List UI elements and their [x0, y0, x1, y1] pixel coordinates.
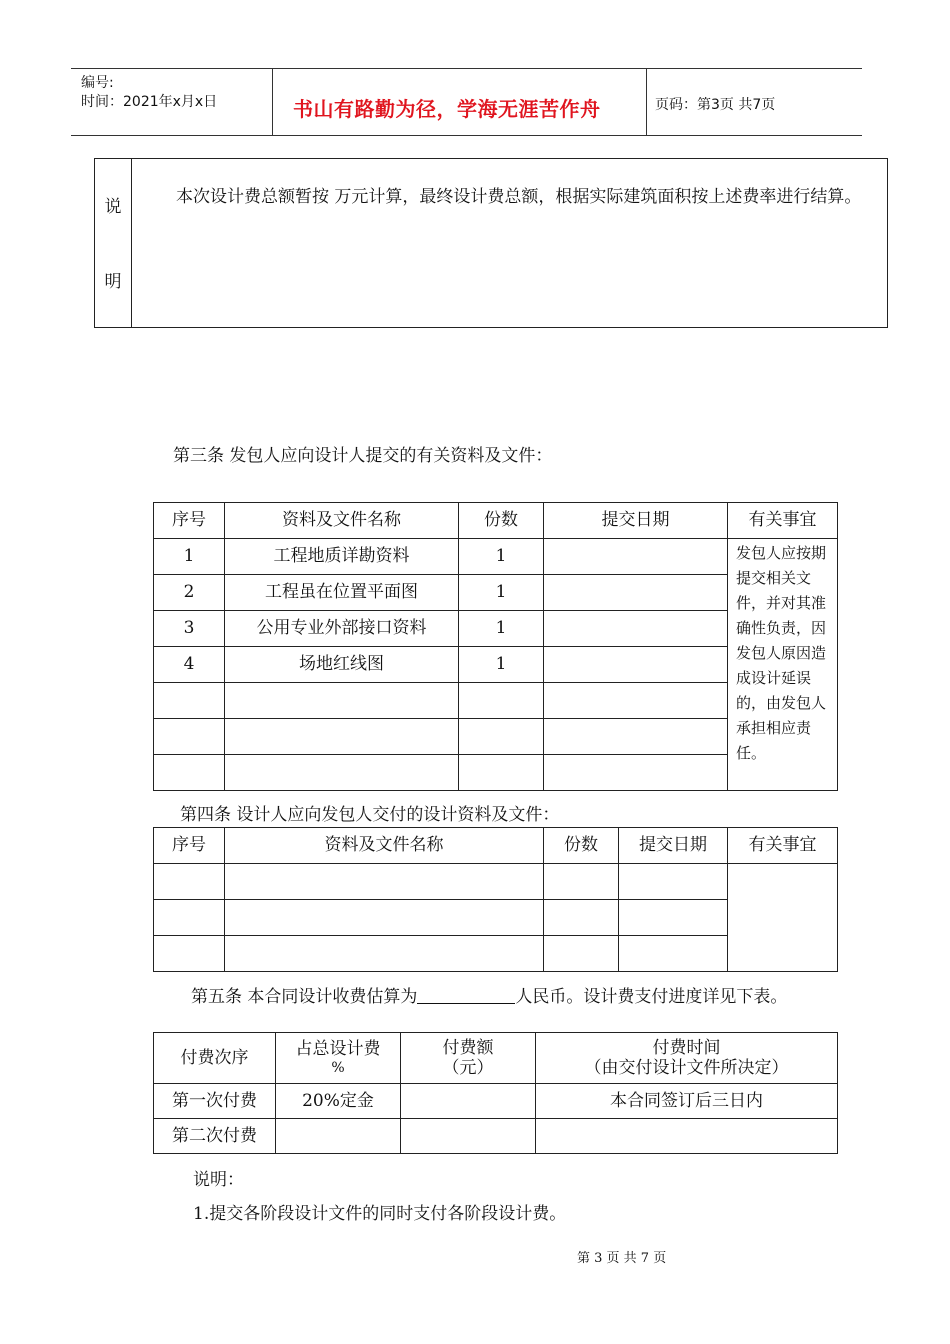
article5-row1-percent: 20%定金 — [276, 1084, 401, 1119]
article5-row2-amount — [401, 1119, 536, 1154]
article3-row6-no — [154, 719, 225, 755]
article4-row1-date — [619, 864, 728, 900]
article3-row1-name: 工程地质详勘资料 — [225, 539, 459, 575]
article3-row3-name: 公用专业外部接口资料 — [225, 611, 459, 647]
note-box-label-cell — [95, 159, 132, 328]
article5-header-percent-line1: 占总设计费 — [295, 1039, 381, 1060]
article3-table — [153, 502, 838, 791]
article3-row3-copies: 1 — [459, 611, 544, 647]
article5-text-before: 第五条 本合同设计收费估算为 — [191, 987, 418, 1007]
article5-fee-blank — [417, 985, 515, 1004]
table-row — [154, 539, 838, 575]
article3-title: 第三条 发包人应向设计人提交的有关资料及文件： — [173, 446, 553, 466]
article3-row5-name — [225, 683, 459, 719]
article5-header-percent-line2: % — [331, 1059, 345, 1076]
article3-row6-date — [544, 719, 728, 755]
article3-row7-copies — [459, 755, 544, 791]
article3-row5-no — [154, 683, 225, 719]
article4-header-remark: 有关事宜 — [728, 828, 838, 864]
article3-header-no: 序号 — [154, 503, 225, 539]
note-box-label-2: 明 — [104, 272, 122, 292]
note-box-content — [132, 159, 888, 328]
article5-header-row — [154, 1033, 838, 1084]
article5-row2-order: 第二次付费 — [154, 1119, 276, 1154]
article3-header-remark: 有关事宜 — [728, 503, 838, 539]
article4-row2-name — [225, 900, 544, 936]
article5-header-amount-line2: （元） — [442, 1058, 494, 1078]
article3-row2-name: 工程虽在位置平面图 — [225, 575, 459, 611]
article5-text-after: 人民币。设计费支付进度详见下表。 — [515, 987, 788, 1007]
article3-row1-date — [544, 539, 728, 575]
article3-remark: 发包人应按期提交相关文件，并对其准确性负责，因发包人原因造成设计延误的，由发包人承担相应责任。 — [736, 544, 827, 762]
article3-header-date: 提交日期 — [544, 503, 728, 539]
article4-header-no: 序号 — [154, 828, 225, 864]
note-box — [94, 158, 888, 328]
article3-row2-no: 2 — [154, 575, 225, 611]
header-top-rule — [71, 68, 862, 69]
article4-row3-no — [154, 936, 225, 972]
article3-row2-copies: 1 — [459, 575, 544, 611]
article4-header-date: 提交日期 — [619, 828, 728, 864]
header-motto: 书山有路勤为径，学海无涯苦作舟 — [293, 97, 601, 121]
header-divider-right — [646, 69, 647, 136]
article3-row4-copies: 1 — [459, 647, 544, 683]
article3-header-row — [154, 503, 838, 539]
note-box-text: 本次设计费总额暂按 万元计算，最终设计费总额，根据实际建筑面积按上述费率进行结算。 — [176, 187, 862, 207]
article4-header-row — [154, 828, 838, 864]
article4-row3-copies — [544, 936, 619, 972]
header-page-label: 页码：第3页 共7页 — [655, 97, 776, 113]
article5-row1-time: 本合同签订后三日内 — [536, 1084, 838, 1119]
article3-header-name: 资料及文件名称 — [225, 503, 459, 539]
header-bottom-rule — [71, 135, 862, 136]
table-row — [154, 864, 838, 900]
article4-row2-copies — [544, 900, 619, 936]
article3-row3-date — [544, 611, 728, 647]
article3-row7-date — [544, 755, 728, 791]
article3-row4-no: 4 — [154, 647, 225, 683]
article5-paragraph — [153, 985, 837, 1011]
article4-row1-no — [154, 864, 225, 900]
article5-header-order: 付费次序 — [154, 1033, 276, 1084]
article3-row7-name — [225, 755, 459, 791]
article3-row4-name: 场地红线图 — [225, 647, 459, 683]
article5-header-percent — [276, 1033, 401, 1084]
article4-row3-name — [225, 936, 544, 972]
article5-header-time-line1: 付费时间 — [652, 1037, 721, 1058]
article5-row1-amount — [401, 1084, 536, 1119]
article3-row1-copies: 1 — [459, 539, 544, 575]
header-time-label: 时间：2021年x月x日 — [81, 94, 218, 110]
header-number-label: 编号: — [81, 75, 114, 91]
table-row — [154, 1119, 838, 1154]
article3-row1-no: 1 — [154, 539, 225, 575]
article5-payment-table — [153, 1032, 838, 1154]
article3-row7-no — [154, 755, 225, 791]
article3-row5-date — [544, 683, 728, 719]
article3-row3-no: 3 — [154, 611, 225, 647]
article3-row4-date — [544, 647, 728, 683]
article3-header-copies: 份数 — [459, 503, 544, 539]
article4-row2-date — [619, 900, 728, 936]
notes-item-1: 1.提交各阶段设计文件的同时支付各阶段设计费。 — [193, 1204, 567, 1224]
article4-table — [153, 827, 838, 972]
article3-row6-copies — [459, 719, 544, 755]
article5-header-amount — [401, 1033, 536, 1084]
article5-header-time — [536, 1033, 838, 1084]
article5-header-amount-line1: 付费额 — [442, 1037, 494, 1058]
article3-row5-copies — [459, 683, 544, 719]
header-divider-left — [272, 69, 273, 136]
article4-row1-copies — [544, 864, 619, 900]
note-box-label-1: 说 — [104, 197, 122, 217]
article4-row2-no — [154, 900, 225, 936]
article5-header-time-line2: （由交付设计文件所决定） — [584, 1058, 789, 1078]
article3-remark-cell — [728, 539, 838, 791]
article3-row2-date — [544, 575, 728, 611]
article4-title: 第四条 设计人应向发包人交付的设计资料及文件： — [180, 805, 560, 825]
article4-remark-cell — [728, 864, 838, 972]
table-row — [154, 1084, 838, 1119]
notes-title: 说明： — [193, 1170, 244, 1190]
article4-header-copies: 份数 — [544, 828, 619, 864]
footer-page-number: 第 3 页 共 7 页 — [577, 1251, 667, 1266]
article5-row2-percent — [276, 1119, 401, 1154]
article4-row3-date — [619, 936, 728, 972]
article4-header-name: 资料及文件名称 — [225, 828, 544, 864]
article5-row2-time — [536, 1119, 838, 1154]
article5-row1-order: 第一次付费 — [154, 1084, 276, 1119]
article3-row6-name — [225, 719, 459, 755]
article4-row1-name — [225, 864, 544, 900]
